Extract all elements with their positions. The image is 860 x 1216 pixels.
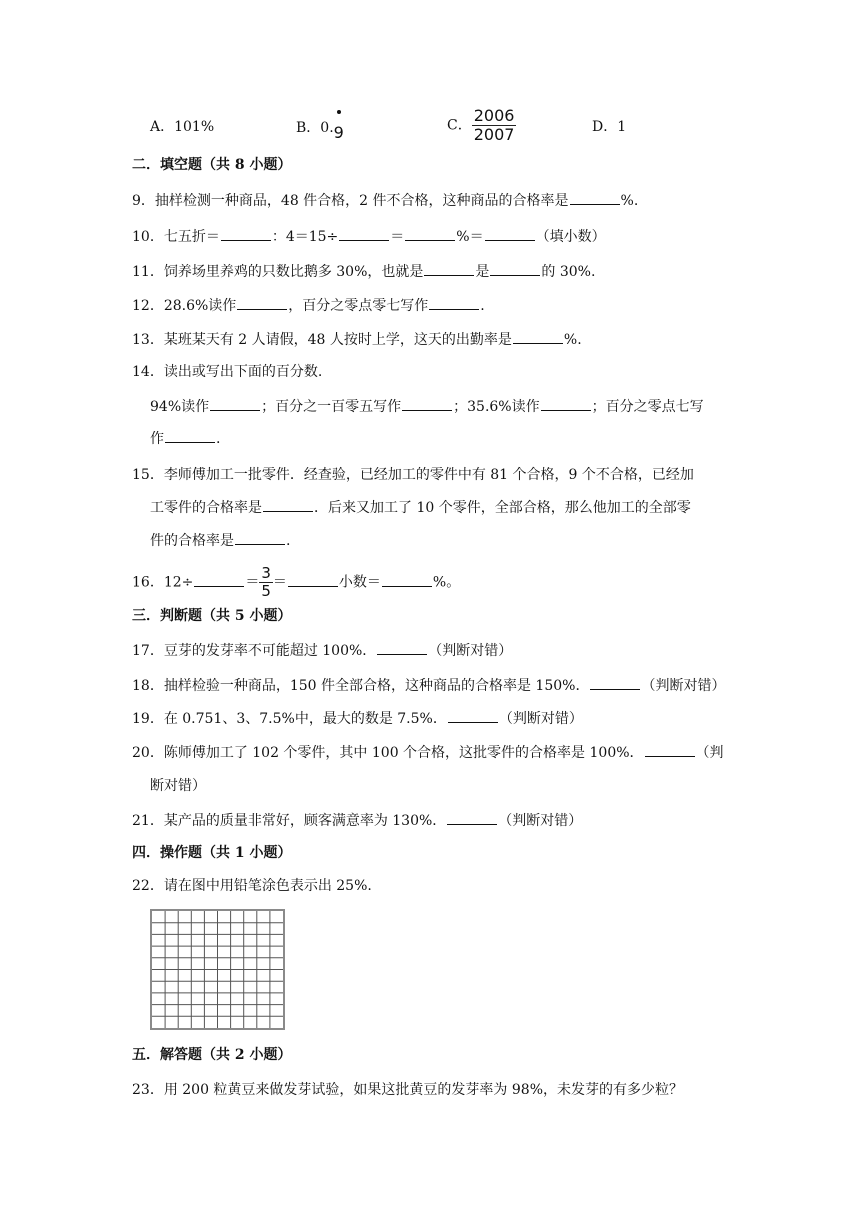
- answer-blank[interactable]: [570, 190, 620, 205]
- q10-text-b: ：4＝15÷: [271, 229, 339, 245]
- q15-text-c: 件的合格率是: [150, 533, 234, 549]
- q21-suffix: （判断对错）: [498, 813, 583, 829]
- answer-blank[interactable]: [263, 497, 313, 512]
- section-operate-heading: 四．操作题（共 1 小题）: [132, 845, 292, 861]
- section-answer-heading: 五．解答题（共 2 小题）: [132, 1047, 292, 1063]
- answer-blank[interactable]: [590, 675, 640, 690]
- answer-blank[interactable]: [448, 708, 498, 723]
- option-c-fraction: [472, 108, 517, 143]
- q17-suffix: （判断对错）: [428, 643, 513, 659]
- q9-suffix: %.: [620, 193, 639, 209]
- fraction-denominator: 5: [261, 582, 271, 600]
- question-18: [132, 675, 725, 696]
- option-b-prefix: B．0.: [296, 120, 334, 136]
- question-14-title: 14．读出或写出下面的百分数.: [132, 364, 323, 380]
- answer-blank[interactable]: [645, 742, 695, 757]
- q12-text-c: .: [480, 298, 485, 314]
- question-11: [132, 261, 595, 282]
- q14-text-e: 作: [150, 431, 164, 447]
- question-9: [132, 190, 638, 211]
- question-16: [132, 566, 460, 599]
- hundred-square-grid[interactable]: [150, 909, 285, 1030]
- repeating-digit: 9: [333, 123, 344, 142]
- q18-suffix: （判断对错）: [641, 678, 726, 694]
- q16-text-a: 16．12÷: [132, 574, 194, 591]
- answer-blank[interactable]: [237, 295, 287, 310]
- q10-text-e: （填小数）: [535, 229, 606, 245]
- answer-blank[interactable]: [194, 572, 244, 587]
- option-c: [447, 108, 516, 143]
- question-15-line-1: 15．李师傅加工一批零件．经查验，已经加工的零件中有 81 个合格，9 个不合格，已经加: [132, 467, 694, 483]
- answer-blank[interactable]: [424, 261, 474, 276]
- q18-text: 18．抽样检验一种商品，150 件全部合格，这种商品的合格率是 150%．: [132, 678, 590, 694]
- q14-text-b: ；百分之一百零五写作: [261, 399, 402, 415]
- q19-text: 19．在 0.751、3、7.5%中，最大的数是 7.5%．: [132, 711, 447, 727]
- q10-text-a: 10．七五折＝: [132, 229, 220, 245]
- q13-suffix: %.: [563, 332, 582, 348]
- answer-blank[interactable]: [221, 226, 271, 241]
- repeating-decimal: [333, 117, 344, 142]
- question-15-line-3: [150, 530, 290, 551]
- q10-text-c: ＝: [390, 229, 405, 245]
- q13-text: 13．某班某天有 2 人请假，48 人按时上学，这天的出勤率是: [132, 332, 512, 348]
- q11-text-c: 的 30%.: [541, 264, 596, 280]
- option-b: [296, 117, 344, 142]
- question-12: [132, 295, 485, 316]
- q16-text-b: ＝: [245, 574, 260, 591]
- answer-blank[interactable]: [402, 396, 452, 411]
- q14-text-c: ；35.6%读作: [453, 399, 540, 415]
- q12-text-a: 12．28.6%读作: [132, 298, 237, 314]
- question-20-line-1: [132, 742, 724, 763]
- question-21: [132, 810, 582, 831]
- question-14-line-2: [150, 428, 220, 449]
- section-judge-heading: 三．判断题（共 5 小题）: [132, 608, 292, 624]
- answer-blank[interactable]: [382, 572, 432, 587]
- q9-text: 9．抽样检测一种商品，48 件合格，2 件不合格，这种商品的合格率是: [132, 193, 569, 209]
- answer-blank[interactable]: [541, 396, 591, 411]
- answer-blank[interactable]: [235, 530, 285, 545]
- repeating-dot: [337, 110, 341, 114]
- question-17: [132, 640, 512, 661]
- question-20-line-2: 断对错）: [150, 778, 206, 794]
- answer-blank[interactable]: [339, 226, 389, 241]
- question-22: 22．请在图中用铅笔涂色表示出 25%.: [132, 878, 372, 894]
- q10-text-d: %＝: [456, 229, 484, 245]
- q20-text: 20．陈师傅加工了 102 个零件，其中 100 个合格，这批零件的合格率是 100%．: [132, 745, 644, 761]
- q12-text-b: ，百分之零点零七写作: [288, 298, 429, 314]
- answer-blank[interactable]: [447, 810, 497, 825]
- q14-text-a: 94%读作: [150, 399, 210, 415]
- question-19: [132, 708, 583, 729]
- q19-suffix: （判断对错）: [498, 711, 583, 727]
- q14-text-f: .: [216, 431, 221, 447]
- fraction-numerator: 2006: [473, 106, 515, 125]
- answer-blank[interactable]: [210, 396, 260, 411]
- question-13: [132, 329, 582, 350]
- q17-text: 17．豆芽的发芽率不可能超过 100%．: [132, 643, 377, 659]
- answer-blank[interactable]: [165, 428, 215, 443]
- q20-suffix: （判: [695, 745, 724, 761]
- option-d: D．1: [592, 119, 627, 135]
- answer-blank[interactable]: [405, 226, 455, 241]
- q15-text-a: 工零件的合格率是: [150, 500, 262, 516]
- answer-blank[interactable]: [429, 295, 479, 310]
- q15-text-b: ．后来又加工了 10 个零件，全部合格，那么他加工的全部零: [314, 500, 691, 516]
- answer-blank[interactable]: [485, 226, 535, 241]
- q11-text-b: 是: [475, 264, 490, 280]
- question-14-line-1: [150, 396, 704, 417]
- q16-text-d: 小数＝: [338, 574, 381, 591]
- question-23: 23．用 200 粒黄豆来做发芽试验，如果这批黄豆的发芽率为 98%，未发芽的有多少粒？: [132, 1082, 684, 1098]
- answer-blank[interactable]: [513, 329, 563, 344]
- q11-text-a: 11．饲养场里养鸡的只数比鹅多 30%，也就是: [132, 264, 424, 280]
- q14-text-d: ；百分之零点七写: [591, 399, 704, 415]
- q21-text: 21．某产品的质量非常好，顾客满意率为 130%．: [132, 813, 447, 829]
- q16-text-e: %。: [432, 574, 461, 591]
- question-10: [132, 226, 606, 247]
- question-15-line-2: [150, 497, 691, 518]
- grid-drawing: [152, 911, 283, 1028]
- answer-blank[interactable]: [288, 572, 338, 587]
- q16-fraction: [259, 566, 273, 599]
- q16-text-c: ＝: [272, 574, 287, 591]
- fraction-denominator: 2007: [473, 125, 515, 144]
- section-fill-heading: 二．填空题（共 8 小题）: [132, 157, 292, 173]
- option-a: A．101%: [150, 119, 215, 135]
- fraction-numerator: 3: [261, 564, 271, 582]
- answer-blank[interactable]: [377, 640, 427, 655]
- answer-blank[interactable]: [490, 261, 540, 276]
- q15-text-d: .: [286, 533, 291, 549]
- option-c-prefix: C．: [447, 117, 472, 134]
